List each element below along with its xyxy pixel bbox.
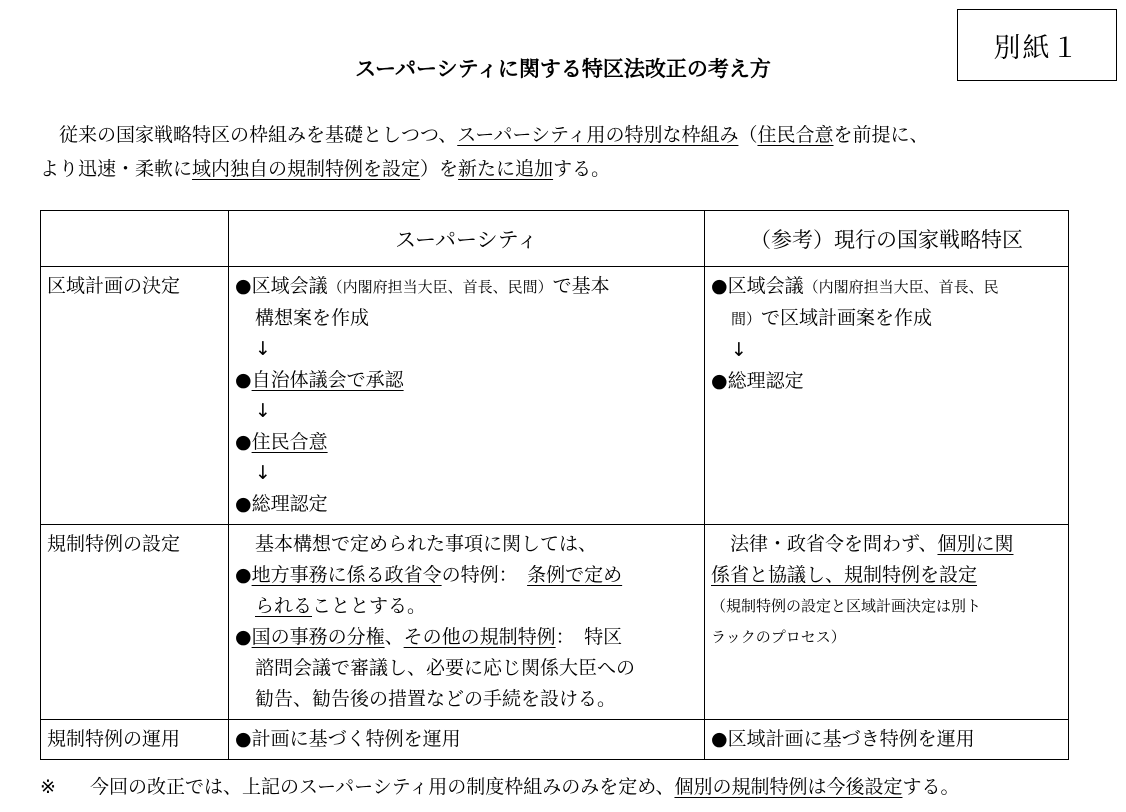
table-row — [41, 525, 1069, 720]
row-label-text: 区域計画の決定 — [47, 275, 181, 297]
cell-line — [235, 427, 698, 458]
cell-line: 勧告、勧告後の措置などの手続を設ける。 — [255, 688, 617, 710]
document-title: スーパーシティに関する特区法改正の考え方 — [355, 57, 771, 81]
bullet-icon: ● — [235, 626, 252, 648]
row-label-text: 規制特例の運用 — [47, 728, 181, 750]
cell-text: ●区域会議 — [711, 275, 804, 297]
cell-line — [235, 271, 698, 303]
down-arrow-icon: ↓ — [255, 462, 271, 484]
note-text: 今回の改正では、上記のスーパーシティ用の制度枠組みのみを定め、 — [90, 776, 675, 798]
cell-underline: 地方事務に係る政省令 — [251, 564, 442, 586]
intro-underline: 域内独自の規制特例を設定 — [192, 158, 421, 180]
intro-text: 従来の国家戦略特区の枠組みを基礎としつつ、 — [40, 124, 458, 146]
super-city-cell — [229, 720, 705, 760]
cell-text: の特例： — [441, 564, 528, 586]
cell-text: ●区域会議 — [235, 275, 328, 297]
cell-text: 、 — [384, 626, 404, 648]
intro-line-1 — [40, 118, 1100, 152]
intro-text: （ — [738, 124, 758, 146]
bullet-icon: ● — [235, 431, 252, 453]
bullet-icon: ● — [235, 564, 252, 586]
down-arrow-icon: ↓ — [255, 400, 271, 422]
cell-small-text: （内閣府担当大臣、首長、民間） — [327, 278, 553, 296]
header-current-zone: （参考）現行の国家戦略特区 — [705, 211, 1069, 267]
cell-line: ●総理認定 — [235, 493, 328, 515]
intro-text: ）を — [420, 158, 459, 180]
intro-underline: 住民合意 — [757, 124, 834, 146]
down-arrow-icon: ↓ — [255, 338, 271, 360]
table-header-row — [41, 211, 1069, 267]
row-label — [41, 525, 229, 720]
cell-small-text: 間） — [731, 310, 762, 328]
current-zone-cell — [705, 720, 1069, 760]
cell-line — [711, 271, 1062, 303]
cell-line: ●計画に基づく特例を運用 — [235, 728, 461, 750]
cell-text: ： 特区 — [555, 626, 623, 648]
cell-line — [235, 622, 698, 653]
cell-line — [235, 591, 698, 622]
super-city-cell — [229, 525, 705, 720]
cell-small-line: （規制特例の設定と区域計画決定は別ト — [711, 597, 982, 615]
cell-line — [235, 560, 698, 591]
cell-text: で区域計画案を作成 — [761, 307, 933, 329]
intro-line-2 — [40, 152, 1100, 186]
cell-underline: 条例で定め — [527, 564, 623, 586]
cell-underline: 国の事務の分権 — [251, 626, 385, 648]
bullet-icon: ● — [235, 369, 252, 391]
cell-small-line: ラックのプロセス） — [711, 628, 846, 646]
intro-text: より迅速・柔軟に — [40, 158, 193, 180]
intro-text: を前提に、 — [833, 124, 929, 146]
cell-line: ●総理認定 — [711, 370, 804, 392]
cell-small-text: （内閣府担当大臣、首長、民 — [803, 278, 999, 296]
super-city-cell — [229, 267, 705, 525]
cell-underline: 個別に関 — [937, 533, 1014, 555]
cell-line — [711, 560, 1062, 591]
note-text: する。 — [902, 776, 960, 798]
row-label — [41, 267, 229, 525]
comparison-table — [40, 210, 1069, 760]
cell-line — [235, 365, 698, 396]
cell-underline: 係省と協議し、規制特例を設定 — [711, 564, 978, 586]
header-super-city: スーパーシティ — [229, 211, 705, 267]
attachment-label: 別紙１ — [993, 32, 1081, 64]
cell-line — [711, 529, 1062, 560]
cell-line: 諮問会議で審議し、必要に応じ関係大臣への — [255, 657, 636, 679]
cell-text: で基本 — [552, 275, 610, 297]
intro-underline: スーパーシティ用の特別な枠組み — [457, 124, 739, 146]
header-empty — [41, 211, 229, 267]
row-label — [41, 720, 229, 760]
cell-underline: 住民合意 — [251, 431, 328, 453]
current-zone-cell — [705, 267, 1069, 525]
cell-line — [711, 303, 1062, 335]
row-label-text: 規制特例の設定 — [47, 533, 181, 555]
note-underline: 個別の規制特例は今後設定 — [674, 776, 903, 798]
intro-text: する。 — [553, 158, 611, 180]
note-mark: ※ — [40, 776, 56, 798]
cell-underline: られる — [255, 595, 313, 617]
cell-line: 基本構想で定められた事項に関しては、 — [255, 533, 598, 555]
cell-underline: 自治体議会で承認 — [251, 369, 404, 391]
cell-line: ●区域計画に基づき特例を運用 — [711, 728, 975, 750]
down-arrow-icon: ↓ — [731, 339, 747, 361]
cell-line: 構想案を作成 — [255, 307, 370, 329]
cell-text: こととする。 — [312, 595, 427, 617]
intro-paragraph — [40, 118, 1100, 186]
footnote — [40, 772, 1110, 799]
intro-underline: 新たに追加 — [458, 158, 554, 180]
cell-underline: その他の規制特例 — [403, 626, 556, 648]
current-zone-cell — [705, 525, 1069, 720]
table-row — [41, 267, 1069, 525]
cell-text: 法律・政省令を問わず、 — [711, 533, 938, 555]
table-row — [41, 720, 1069, 760]
